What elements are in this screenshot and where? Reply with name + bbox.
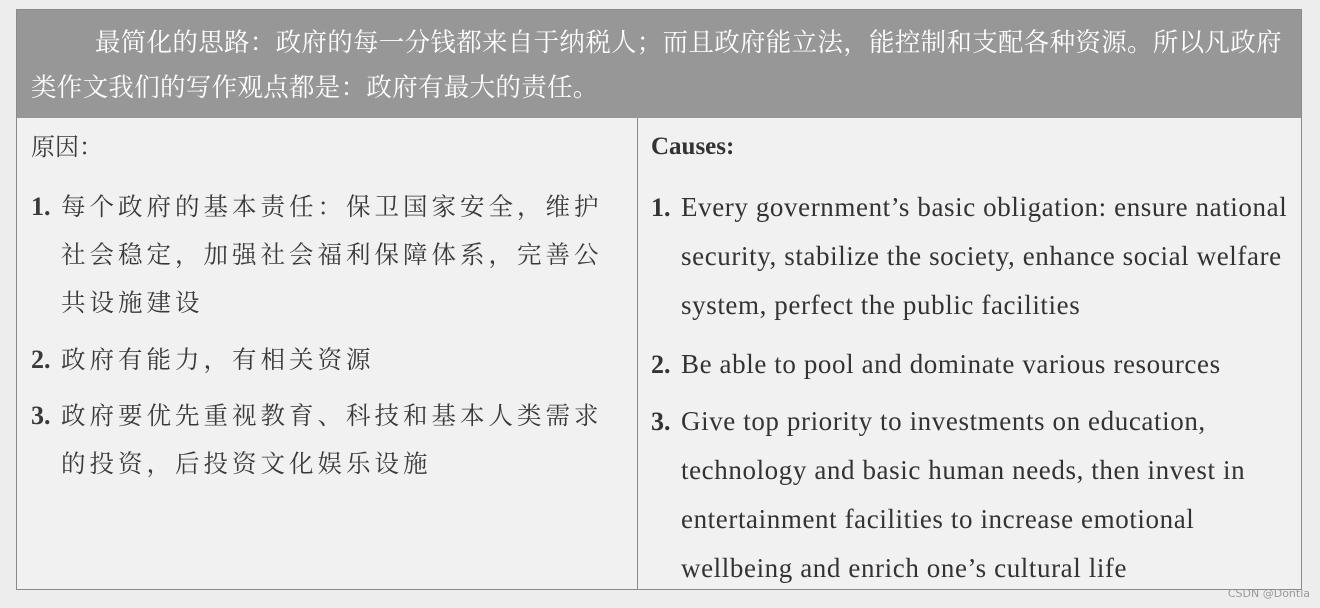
item-text: 政府要优先重视教育、科技和基本人类需求的投资，后投资文化娱乐设施 — [61, 401, 603, 478]
item-number: 3. — [651, 407, 671, 436]
chinese-item-1 — [31, 183, 627, 327]
chinese-item-3 — [31, 392, 627, 488]
english-heading: Causes: — [651, 133, 735, 160]
item-number: 2. — [31, 345, 51, 374]
item-text: 每个政府的基本责任：保卫国家安全，维护社会稳定，加强社会福利保障体系，完善公共设施建设 — [61, 192, 603, 317]
table-card — [16, 9, 1302, 590]
item-text: 政府有能力，有相关资源 — [61, 345, 375, 374]
item-number: 3. — [31, 401, 51, 430]
summary-banner: 最简化的思路：政府的每一分钱都来自于纳税人；而且政府能立法，能控制和支配各种资源。所以凡政府类作文我们的写作观点都是：政府有最大的责任。 — [17, 10, 1301, 118]
item-text: Every government’s basic obligation: ensure national security, stabilize the society, enhance social welfare system, perfect the public facilities — [681, 192, 1288, 320]
item-text: Be able to pool and dominate various resources — [681, 349, 1221, 379]
item-text: Give top priority to investments on education, technology and basic human needs, then invest in entertainment facilities to increase emotional wellbeing and enrich one’s cultural life — [681, 406, 1246, 583]
chinese-heading: 原因： — [31, 133, 103, 161]
item-number: 1. — [31, 192, 51, 221]
column-divider — [637, 118, 638, 589]
chinese-column — [31, 127, 627, 488]
chinese-item-2 — [31, 336, 627, 384]
item-number: 2. — [651, 350, 671, 379]
watermark: CSDN @Dontla — [1227, 587, 1310, 600]
english-item-2 — [651, 340, 1291, 389]
item-number: 1. — [651, 193, 671, 222]
english-item-3 — [651, 397, 1291, 593]
english-item-1 — [651, 183, 1291, 330]
english-column — [651, 127, 1291, 593]
